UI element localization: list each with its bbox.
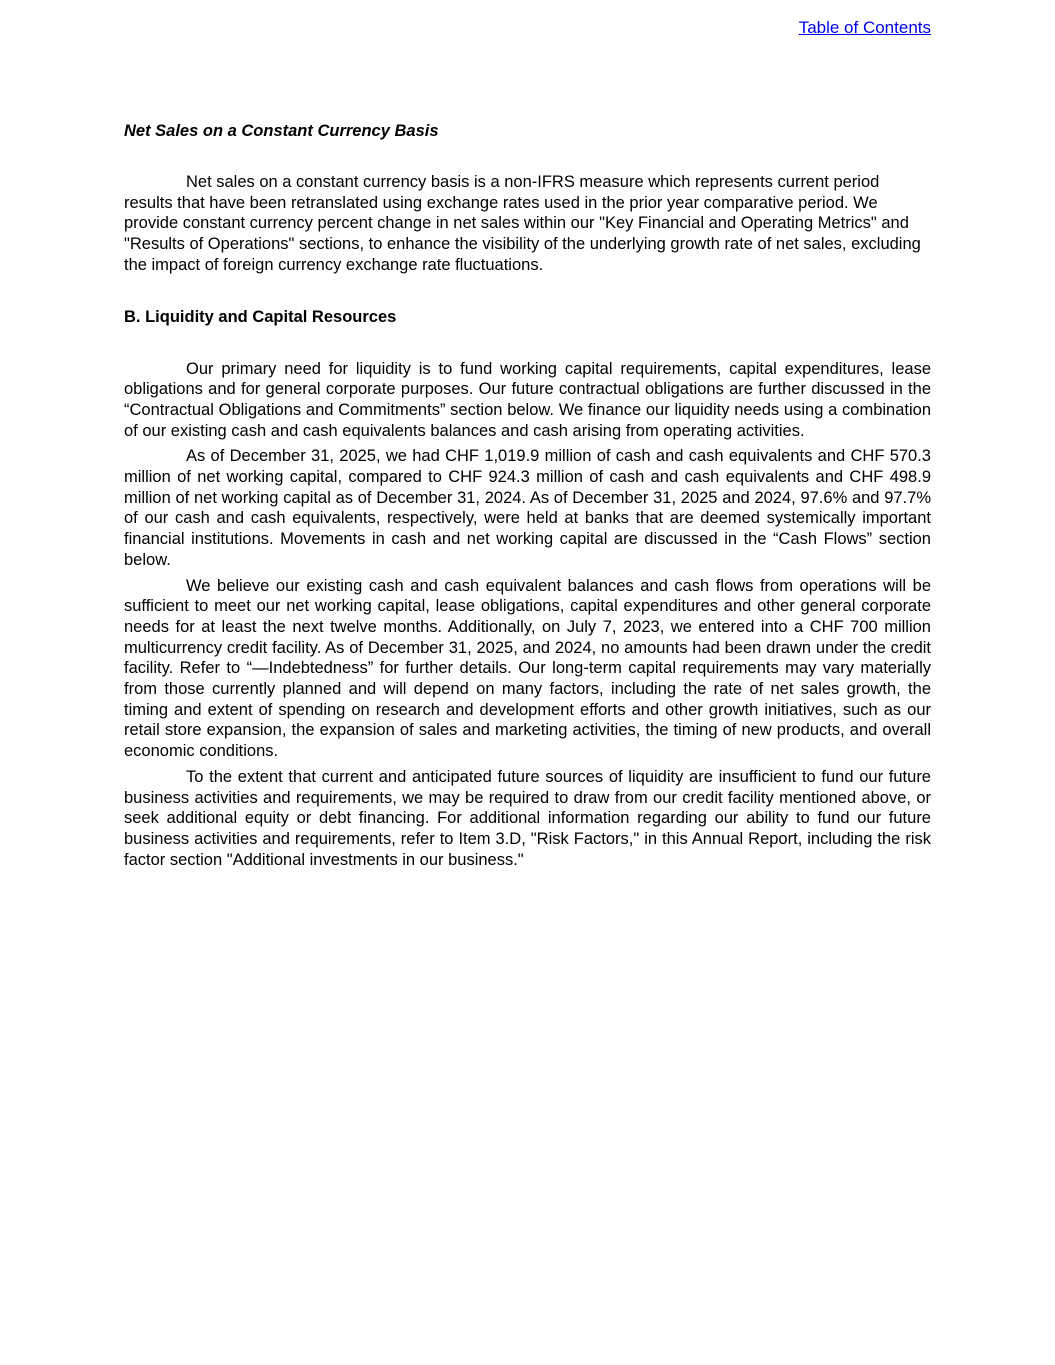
- document-body: [124, 119, 931, 870]
- paragraph-cash-position: As of December 31, 2025, we had CHF 1,019.9 million of cash and cash equivalents and CHF 570.3 million of net working capital, compared to CHF 924.3 million of cash and cash equivalents and CHF 498.9 million of net working capital as of December 31, 2024. As of December 31, 2025 and 2024, 97.6% and 97.7% of our cash and cash equivalents, respectively, were held at banks that are deemed systemically important financial institutions. Movements in cash and net working capital are discussed in the “Cash Flows” section below.: [124, 447, 931, 569]
- paragraph-credit-facility: We believe our existing cash and cash equivalent balances and cash flows from operations will be sufficient to meet our net working capital, lease obligations, capital expenditures and other general corporate needs for at least the next twelve months. Additionally, on July 7, 2023, we entered into a CHF 700 million multicurrency credit facility. As of December 31, 2025, and 2024, no amounts had been drawn under the credit facility. Refer to “—Indebtedness” for further details. Our long-term capital requirements may vary materially from those currently planned and will depend on many factors, including the rate of net sales growth, the timing and extent of spending on research and development efforts and other growth initiatives, such as our retail store expansion, the expansion of sales and marketing activities, the timing of new products, and overall economic conditions.: [124, 576, 931, 761]
- section-heading-liquidity: B. Liquidity and Capital Resources: [124, 307, 397, 326]
- paragraph-liquidity-needs: Our primary need for liquidity is to fund working capital requirements, capital expenditures, lease obligations and for general corporate purposes. Our future contractual obligations are further discussed in the “Contractual Obligations and Commitments” section below. We finance our liquidity needs using a combination of our existing cash and cash equivalents balances and cash arising from operating activities.: [124, 359, 931, 440]
- table-of-contents-link[interactable]: Table of Contents: [798, 18, 931, 37]
- section-heading-constant-currency: Net Sales on a Constant Currency Basis: [124, 122, 439, 140]
- paragraph-constant-currency: Net sales on a constant currency basis is a non-IFRS measure which represents current period results that have been retranslated using exchange rates used in the prior year comparative period. We provide constant currency percent change in net sales within our "Key Financial and Operating Metrics" and "Results of Operations" sections, to enhance the visibility of the underlying growth rate of net sales, excluding the impact of foreign currency exchange rate fluctuations.: [124, 173, 921, 274]
- paragraph-additional-financing: To the extent that current and anticipated future sources of liquidity are insufficient to fund our future business activities and requirements, we may be required to draw from our credit facility mentioned above, or seek additional equity or debt financing. For additional information regarding our ability to fund our future business activities and requirements, refer to Item 3.D, "Risk Factors," in this Annual Report, including the risk factor section "Additional investments in our business.": [124, 767, 931, 869]
